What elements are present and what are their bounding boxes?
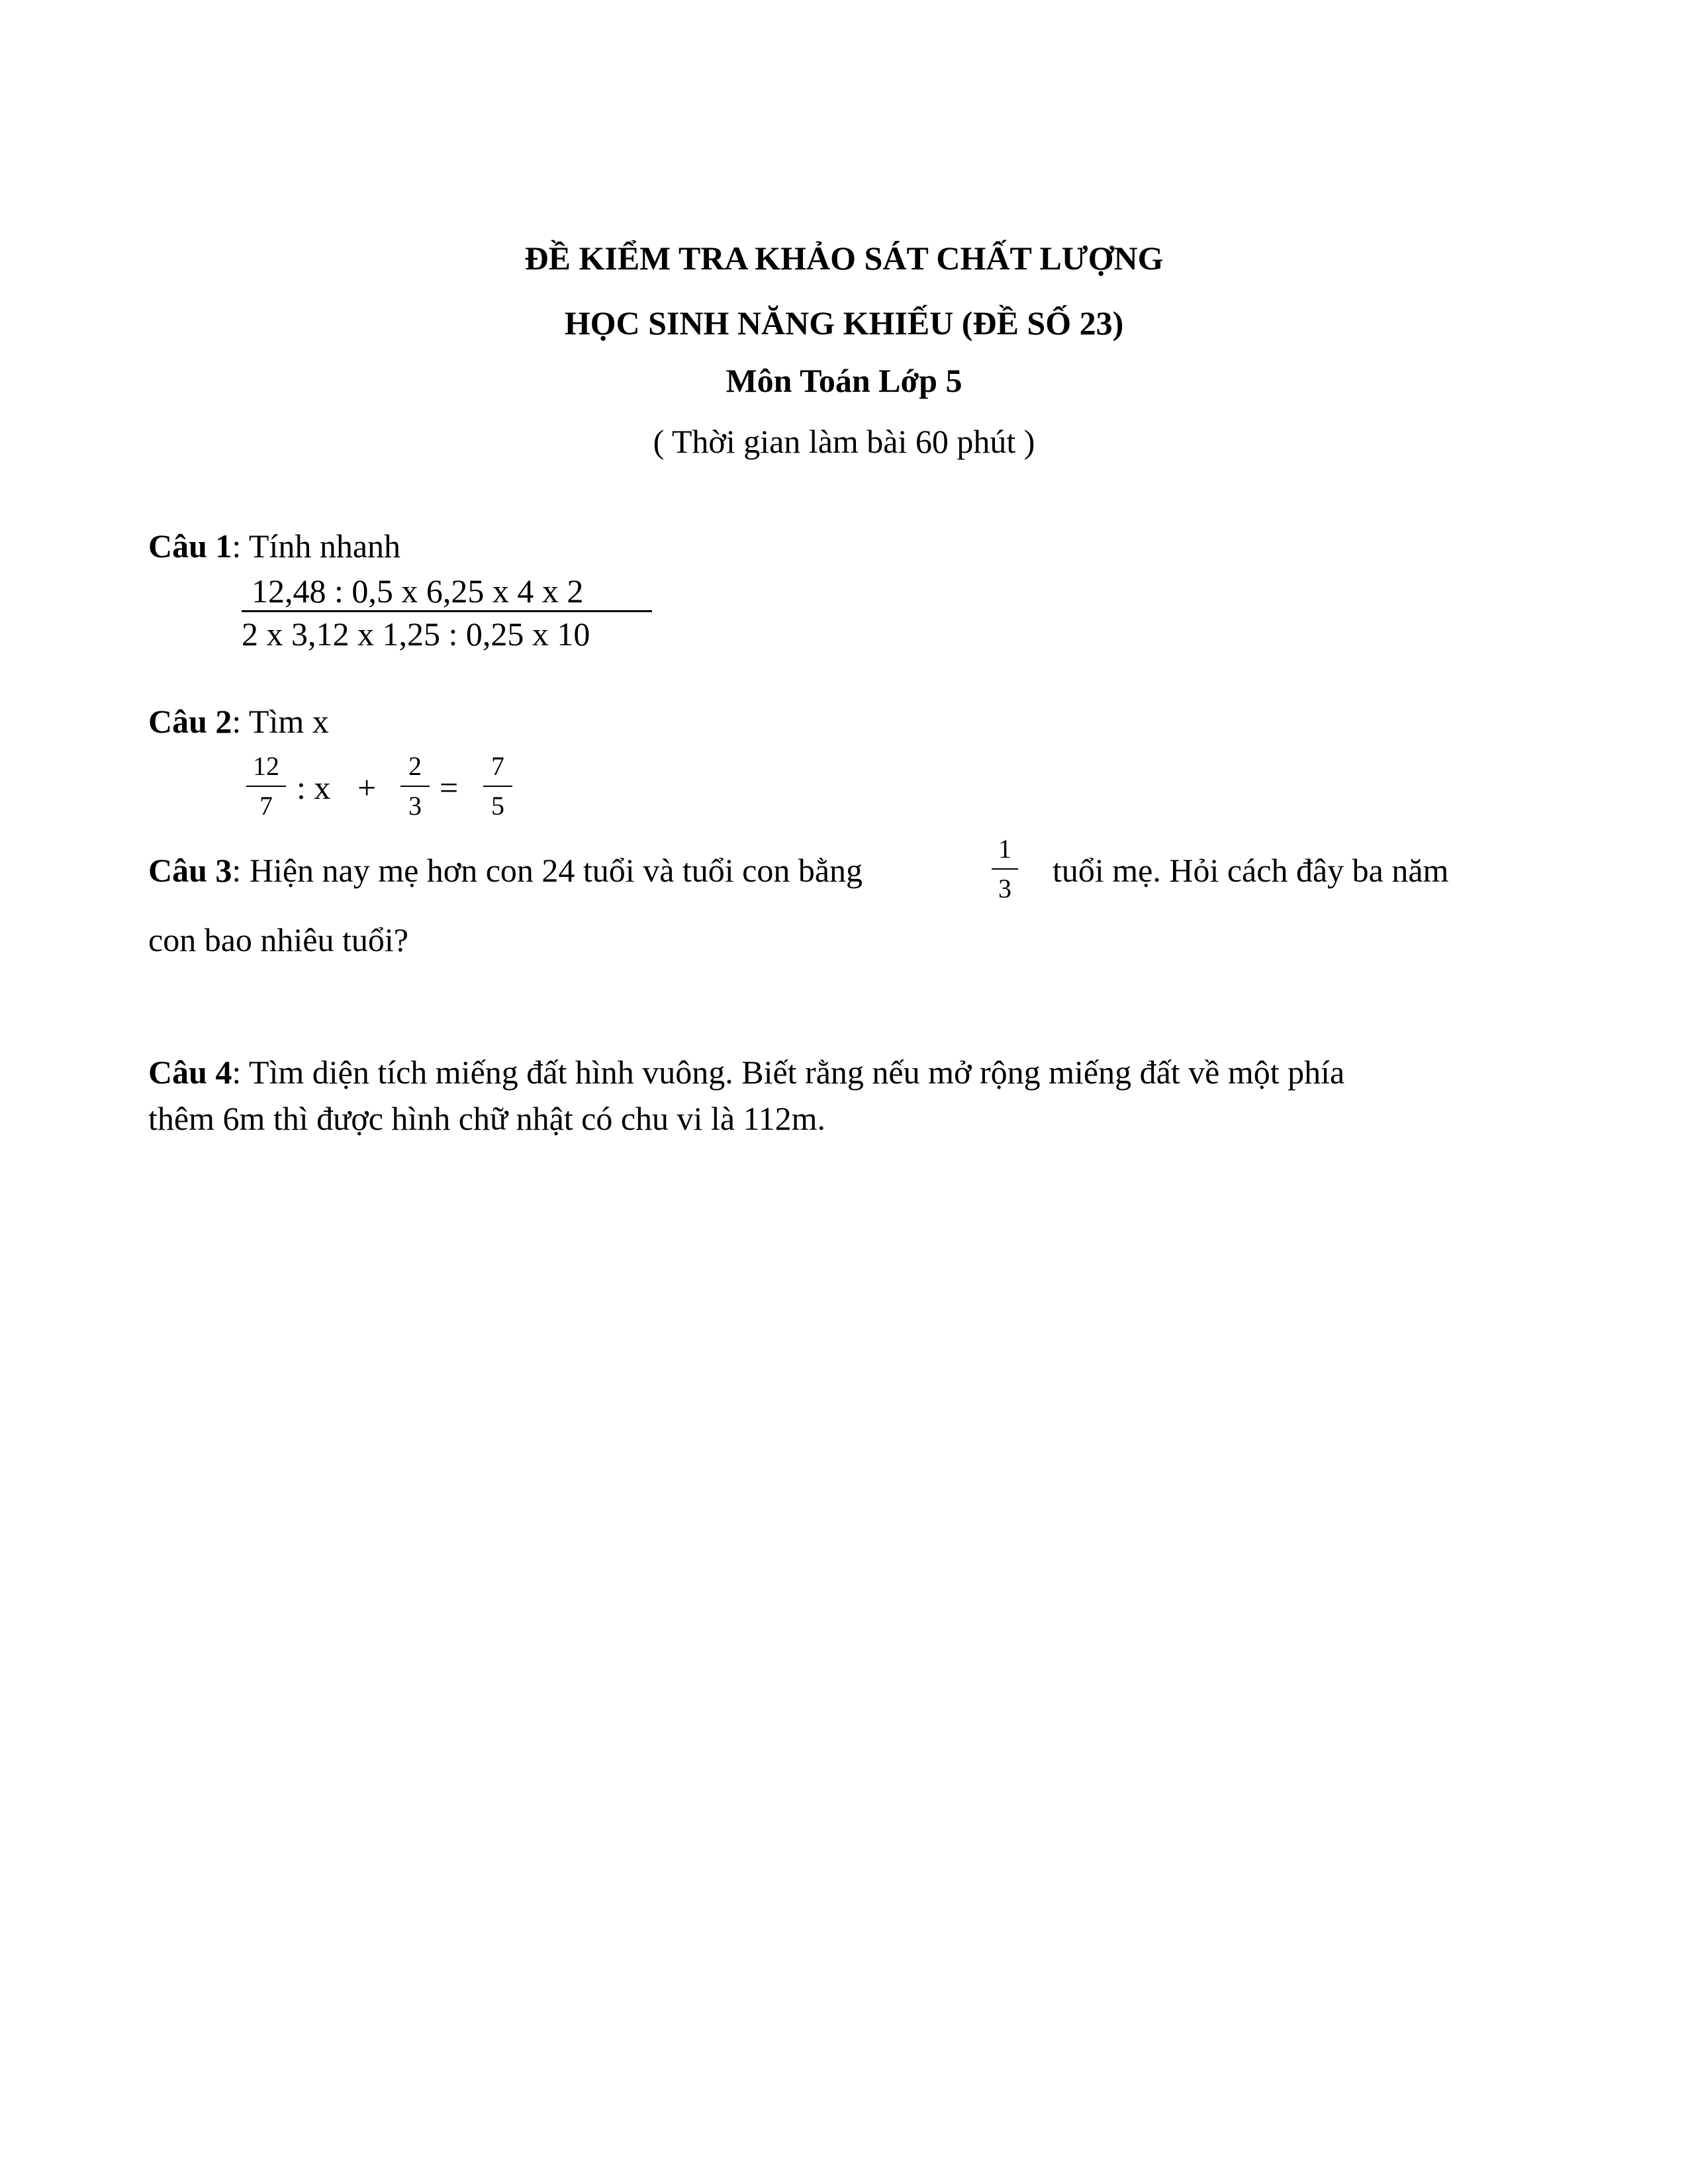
time-limit: ( Thời gian làm bài 60 phút ) [653,423,1035,460]
title-line-2: HỌC SINH NĂNG KHIẾU (ĐỀ SỐ 23) [564,304,1124,341]
question-1 [148,526,400,566]
fraction-2-numerator: 2 [408,751,422,781]
question-1-text: : Tính nhanh [232,527,401,565]
question-3-label: Câu 3 [148,852,232,889]
question-4-text-line-1: : Tìm diện tích miếng đất hình vuông. Biết rằng nếu mở rộng miếng đất về một phía [232,1054,1345,1091]
question-2-op-equals: = [440,769,459,806]
question-3 [148,850,863,890]
question-1-fraction-bar [242,610,652,612]
question-1-label: Câu 1 [148,527,232,565]
fraction-1-numerator: 12 [253,751,279,781]
fraction-1-bar [246,786,286,787]
question-3-line-2: con bao nhiêu tuổi? [148,921,408,958]
question-2-fraction-1 [246,751,286,821]
question-4-label: Câu 4 [148,1054,232,1091]
question-1-denominator: 2 x 3,12 x 1,25 : 0,25 x 10 [242,615,590,653]
question-1-numerator: 12,48 : 0,5 x 6,25 x 4 x 2 [252,572,584,610]
question-2-text: : Tìm x [232,703,329,740]
question-3-fraction [992,834,1018,904]
question-2-op-divide-x: : x [297,769,331,806]
fraction-3-numerator: 7 [491,751,504,781]
question-3-fraction-numerator: 1 [998,834,1011,864]
question-3-fraction-bar [992,868,1018,870]
question-4-line-2: thêm 6m thì được hình chữ nhật có chu vi là 112m. [148,1100,826,1137]
question-2-fraction-2 [400,751,430,821]
question-2-fraction-3 [483,751,512,821]
fraction-2-bar [400,786,430,787]
question-3-fraction-denominator: 3 [998,874,1011,903]
question-2-label: Câu 2 [148,703,232,740]
title-line-1: ĐỀ KIỂM TRA KHẢO SÁT CHẤT LƯỢNG [524,240,1164,277]
question-2-op-plus: + [357,769,377,806]
subject-line: Môn Toán Lớp 5 [726,362,962,399]
fraction-1-denominator: 7 [259,791,273,821]
question-3-text-after: tuổi mẹ. Hỏi cách đây ba năm [1053,852,1449,889]
fraction-2-denominator: 3 [408,791,422,821]
question-3-text-before: : Hiện nay mẹ hơn con 24 tuổi và tuổi con bằng [232,852,863,889]
fraction-3-bar [483,786,512,787]
question-4 [148,1052,1344,1092]
fraction-3-denominator: 5 [491,791,504,821]
question-2 [148,702,329,741]
